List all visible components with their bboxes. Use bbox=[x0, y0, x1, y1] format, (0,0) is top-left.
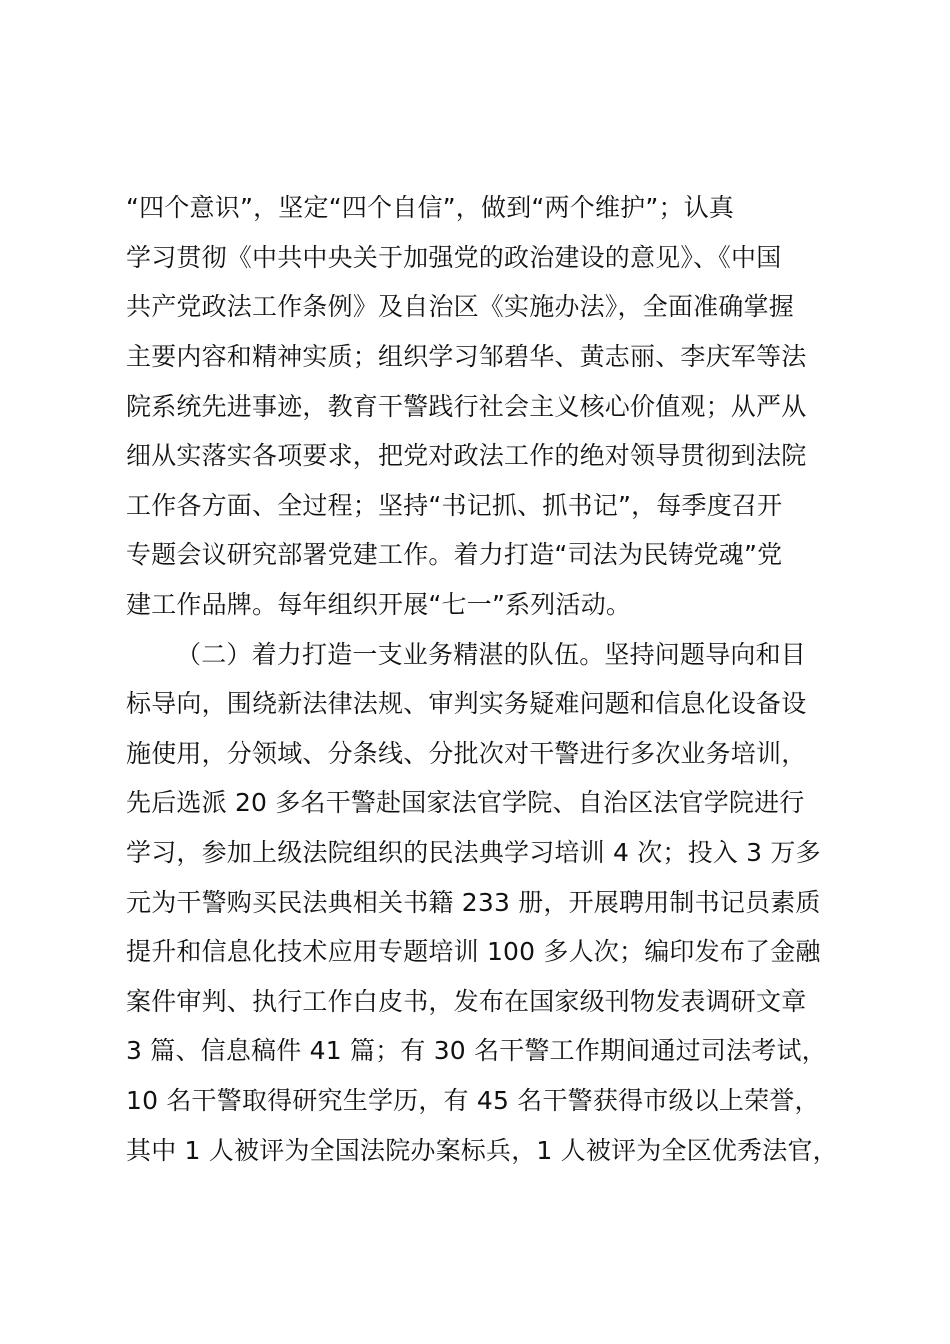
text-line-18: 3 篇、信息稿件 41 篇；有 30 名干警工作期间通过司法考试， bbox=[126, 1036, 827, 1065]
text-line-12: 施使用，分领域、分条线、分批次对干警进行多次业务培训， bbox=[126, 739, 807, 768]
text-line-3: 共产党政法工作条例》及自治区《实施办法》，全面准确掌握 bbox=[126, 292, 794, 321]
text-line-15: 元为干警购买民法典相关书籍 233 册，开展聘用制书记员素质 bbox=[126, 888, 821, 917]
section-heading-line: （二）着力打造一支业务精湛的队伍。坚持问题导向和目 bbox=[176, 640, 807, 669]
text-line-17: 案件审判、执行工作白皮书，发布在国家级刊物发表调研文章 bbox=[126, 987, 807, 1016]
text-line-19: 10 名干警取得研究生学历，有 45 名干警获得市级以上荣誉， bbox=[126, 1086, 820, 1115]
text-line-1: “四个意识”，坚定“四个自信”，做到“两个维护”；认真 bbox=[126, 193, 735, 222]
text-line-16: 提升和信息化技术应用专题培训 100 多人次；编印发布了金融 bbox=[126, 937, 821, 966]
text-line-11: 标导向，围绕新法律法规、审判实务疑难问题和信息化设备设 bbox=[126, 689, 807, 718]
text-line-4: 主要内容和精神实质；组织学习邹碧华、黄志丽、李庆军等法 bbox=[126, 342, 807, 371]
text-line-13: 先后选派 20 多名干警赴国家法官学院、自治区法官学院进行 bbox=[126, 788, 805, 817]
text-line-5: 院系统先进事迹，教育干警践行社会主义核心价值观；从严从 bbox=[126, 392, 807, 421]
text-line-2: 学习贯彻《中共中央关于加强党的政治建设的意见》、《中国 bbox=[126, 243, 782, 272]
text-line-8: 专题会议研究部署党建工作。着力打造“司法为民铸党魂”党 bbox=[126, 540, 783, 569]
text-line-6: 细从实落实各项要求，把党对政法工作的绝对领导贯彻到法院 bbox=[126, 441, 807, 470]
text-line-20: 其中 1 人被评为全国法院办案标兵，1 人被评为全区优秀法官， bbox=[126, 1136, 838, 1165]
text-line-14: 学习，参加上级法院组织的民法典学习培训 4 次；投入 3 万多 bbox=[126, 838, 821, 867]
text-line-7: 工作各方面、全过程；坚持“书记抓、抓书记”，每季度召开 bbox=[126, 491, 783, 520]
text-line-9: 建工作品牌。每年组织开展“七一”系列活动。 bbox=[126, 590, 632, 619]
